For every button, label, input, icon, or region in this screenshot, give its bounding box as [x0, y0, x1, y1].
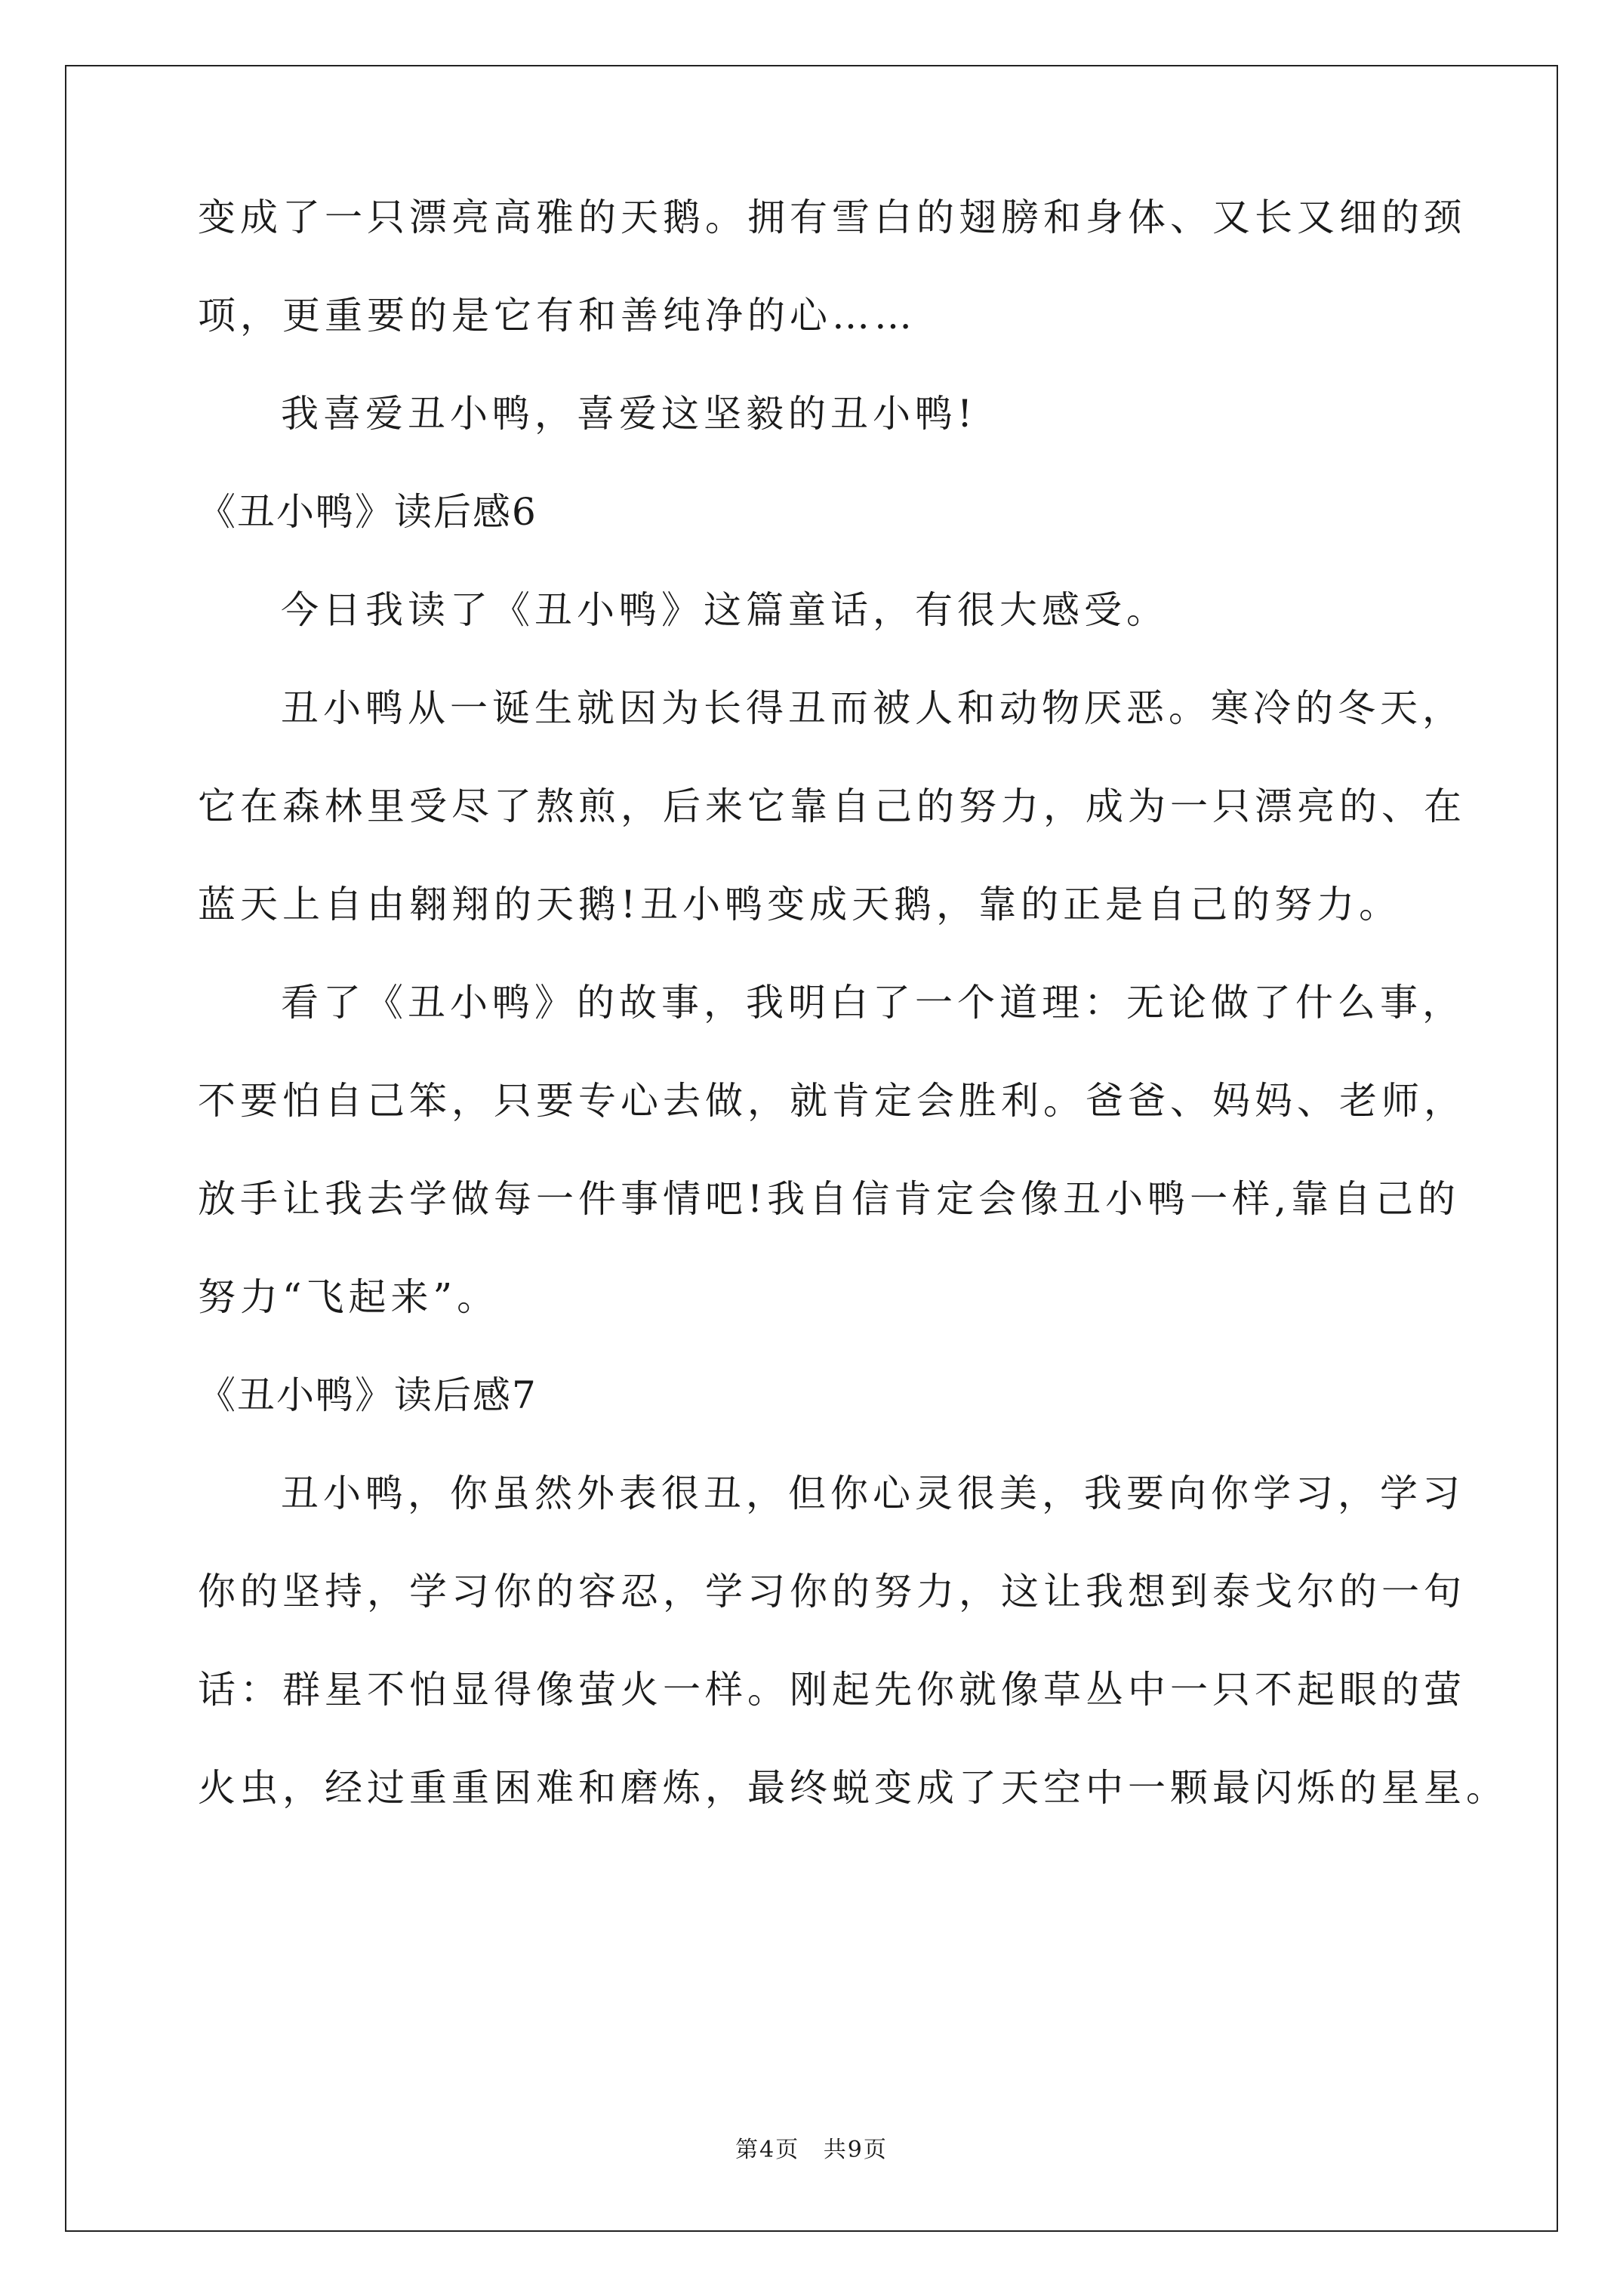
- page-border: [65, 65, 1558, 2232]
- text-line: 蓝天上自由翱翔的天鹅!丑小鸭变成天鹅，靠的正是自己的努力。: [198, 883, 1402, 926]
- text-line: 努力“飞起来”。: [198, 1275, 500, 1319]
- text-line: 项，更重要的是它有和善纯净的心……: [198, 294, 916, 337]
- text-line: 火虫，经过重重困难和磨炼，最终蜕变成了天空中一颗最闪烁的星星。: [198, 1766, 1508, 1810]
- page-footer: [0, 2137, 1623, 2164]
- text-line: 我喜爱丑小鸭，喜爱这坚毅的丑小鸭!: [281, 392, 978, 436]
- section-heading: 《丑小鸭》读后感6: [198, 490, 537, 534]
- text-line: 变成了一只漂亮高雅的天鹅。拥有雪白的翅膀和身体、又长又细的颈: [198, 196, 1466, 239]
- text-line: 看了《丑小鸭》的故事，我明白了一个道理：无论做了什么事，: [281, 981, 1464, 1025]
- page-number: 第4页: [735, 2137, 800, 2163]
- section-heading: 《丑小鸭》读后感7: [198, 1373, 537, 1417]
- text-line: 放手让我去学做每一件事情吧!我自信肯定会像丑小鸭一样,靠自己的: [198, 1177, 1460, 1221]
- text-line: 话：群星不怕显得像萤火一样。刚起先你就像草丛中一只不起眼的萤: [198, 1668, 1466, 1712]
- text-line: 不要怕自己笨，只要专心去做，就肯定会胜利。爸爸、妈妈、老师，: [198, 1079, 1466, 1123]
- text-line: 它在森林里受尽了熬煎，后来它靠自己的努力，成为一只漂亮的、在: [198, 784, 1466, 828]
- text-line: 你的坚持，学习你的容忍，学习你的努力，这让我想到泰戈尔的一句: [198, 1570, 1466, 1613]
- text-line: 丑小鸭从一诞生就因为长得丑而被人和动物厌恶。寒冷的冬天，: [281, 686, 1464, 730]
- text-line: 今日我读了《丑小鸭》这篇童话，有很大感受。: [281, 588, 1169, 632]
- text-line: 丑小鸭，你虽然外表很丑，但你心灵很美，我要向你学习，学习: [281, 1472, 1464, 1515]
- page-total: 共9页: [823, 2137, 888, 2163]
